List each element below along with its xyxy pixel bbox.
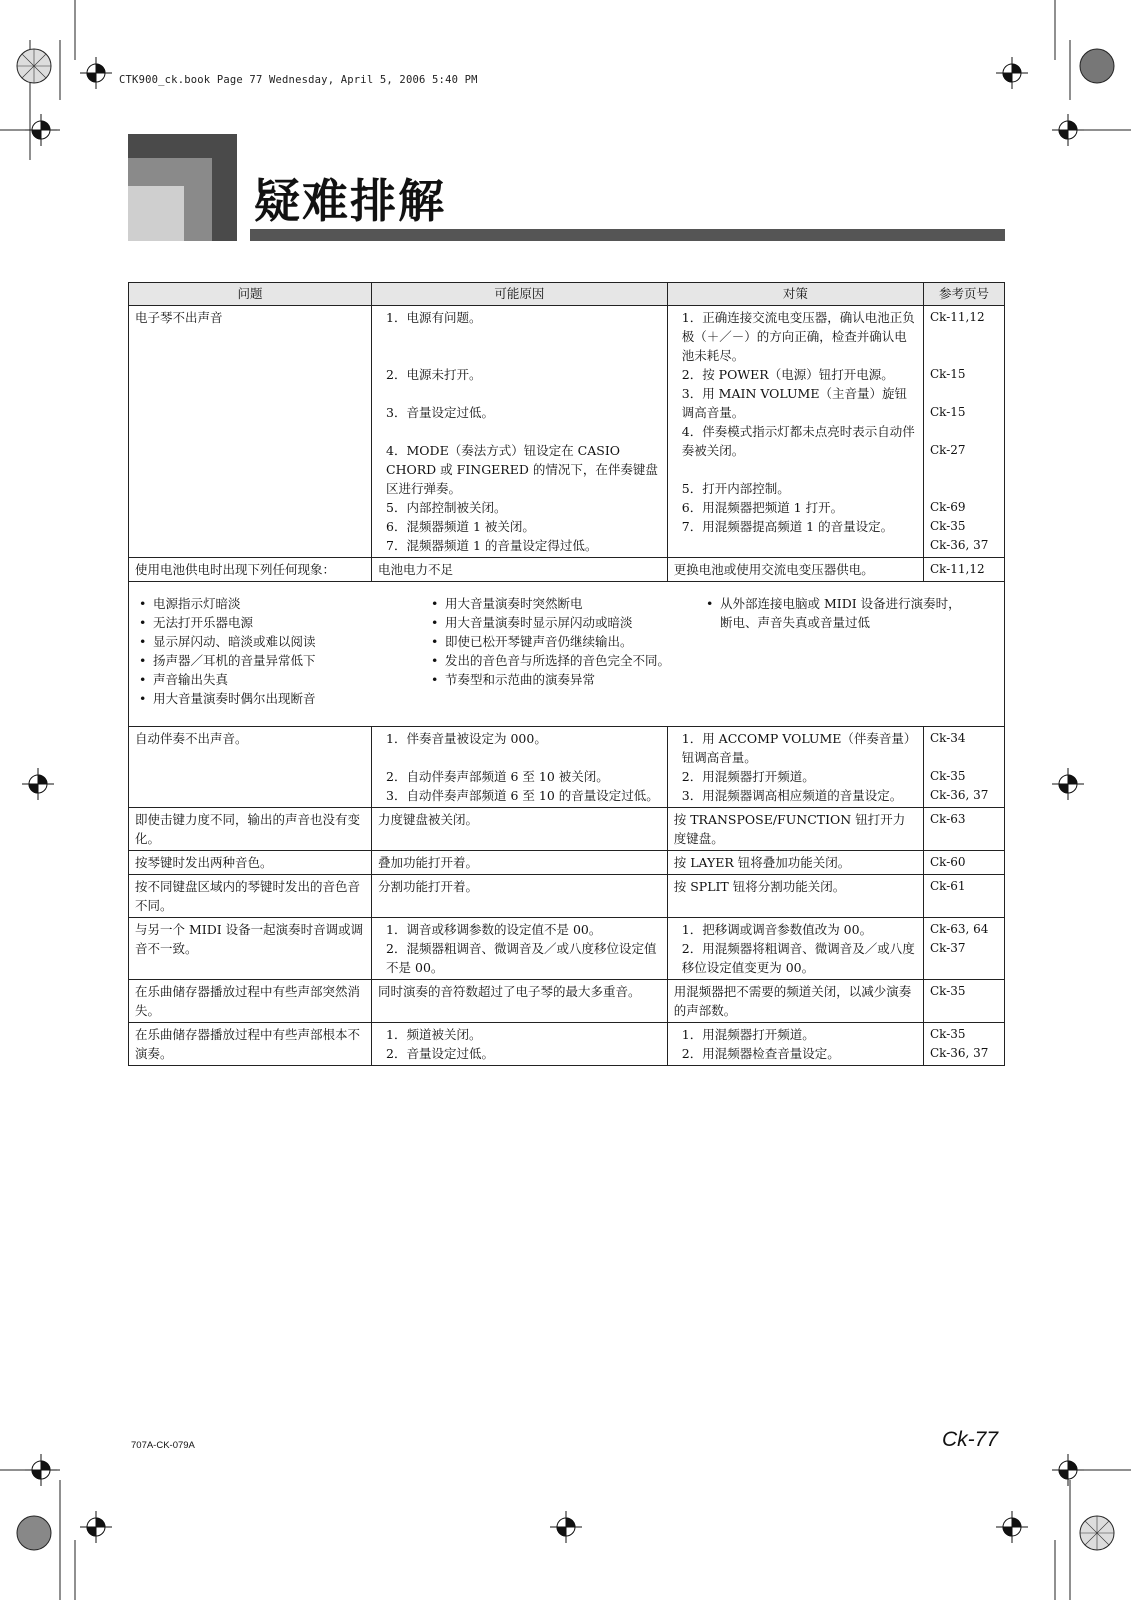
list-item: • 从外部连接电脑或 MIDI 设备进行演奏时，断电、声音失真或音量过低 [700,594,970,632]
list-item: • 扬声器／耳机的音量异常低下 [133,651,425,670]
action-cell: 1．用 ACCOMP VOLUME（伴奏音量）钮调高音量。 2．用混频器打开频道。 3．用混频器调高相应频道的音量设定。 [667,727,923,808]
action-cell: 按 TRANSPOSE/FUNCTION 钮打开力度键盘。 [667,808,923,851]
cause-cell: 1．频道被关闭。 2．音量设定过低。 [372,1023,668,1066]
ref-cell: Ck-35 Ck-36, 37 [923,1023,1004,1066]
list-item: • 显示屏闪动、暗淡或难以阅读 [133,632,425,651]
ref-cell: Ck-11,12 [923,558,1004,582]
problem-cell: 电子琴不出声音 [129,306,372,558]
table-row [129,306,1005,558]
cause-cell: 分割功能打开着。 [372,875,668,918]
action-cell: 按 SPLIT 钮将分割功能关闭。 [667,875,923,918]
troubleshooting-table [128,282,1005,1066]
cause-cell: 电池电力不足 [372,558,668,582]
book-header: CTK900_ck.book Page 77 Wednesday, April 5, 2006 5:40 PM [119,74,478,86]
list-item: • 电源指示灯暗淡 [133,594,425,613]
table-row [129,918,1005,980]
action-cell: 1．正确连接交流电变压器，确认电池正负极（＋／－）的方向正确，检查并确认电池未耗尽。 2．按 POWER（电源）钮打开电源。 3．用 MAIN VOLUME（主音量）旋钮调高音量。 4．伴奏模式指示灯都未点亮时表示自动伴奏被关闭。 5．打开内部控制。 6．用混频器把频道 1 打开。 7．用混频器提高频道 1 的音量设定。 [667,306,923,558]
ref-cell: Ck-34 Ck-35 Ck-36, 37 [923,727,1004,808]
column-header-cause: 可能原因 [372,283,668,306]
title-rule [250,229,1005,241]
column-header-problem: 问题 [129,283,372,306]
symptom-list-3 [700,594,970,708]
list-item: • 用大音量演奏时显示屏闪动或暗淡 [425,613,700,632]
ref-cell: Ck-11,12 Ck-15 Ck-15 Ck-27 Ck-69 Ck-35 Ck-36, 37 [923,306,1004,558]
symptom-list-2 [425,594,700,708]
symptoms-row [129,582,1005,727]
list-item: • 节奏型和示范曲的演奏异常 [425,670,700,689]
cause-cell: 1．伴奏音量被设定为 000。 2．自动伴奏声部频道 6 至 10 被关闭。 3．自动伴奏声部频道 6 至 10 的音量设定过低。 [372,727,668,808]
problem-cell: 在乐曲储存器播放过程中有些声部根本不演奏。 [129,1023,372,1066]
symptoms-cell [129,582,1005,727]
table-row [129,727,1005,808]
list-item: • 声音输出失真 [133,670,425,689]
list-item: • 用大音量演奏时偶尔出现断音 [133,689,425,708]
column-header-ref: 参考页号 [923,283,1004,306]
problem-cell: 按不同键盘区域内的琴键时发出的音色音不同。 [129,875,372,918]
footer-code: 707A-CK-079A [131,1440,195,1451]
problem-cell: 使用电池供电时出现下列任何现象： [129,558,372,582]
table-row [129,875,1005,918]
list-item: • 即使已松开琴键声音仍继续输出。 [425,632,700,651]
ref-cell: Ck-63 [923,808,1004,851]
action-cell: 用混频器把不需要的频道关闭，以减少演奏的声部数。 [667,980,923,1023]
cause-cell: 力度键盘被关闭。 [372,808,668,851]
problem-cell: 在乐曲储存器播放过程中有些声部突然消失。 [129,980,372,1023]
ref-cell: Ck-60 [923,851,1004,875]
table-row [129,851,1005,875]
table-row [129,1023,1005,1066]
ref-cell: Ck-35 [923,980,1004,1023]
page-number: Ck-77 [942,1428,999,1451]
action-cell: 1．用混频器打开频道。 2．用混频器检查音量设定。 [667,1023,923,1066]
action-cell: 1．把移调或调音参数值改为 00。 2．用混频器将粗调音、微调音及／或八度移位设定值变更为 00。 [667,918,923,980]
problem-cell: 即使击键力度不同，输出的声音也没有变化。 [129,808,372,851]
cause-cell: 1．调音或移调参数的设定值不是 00。 2．混频器粗调音、微调音及／或八度移位设定值不是 00。 [372,918,668,980]
action-cell: 按 LAYER 钮将叠加功能关闭。 [667,851,923,875]
table-row [129,980,1005,1023]
table-row [129,558,1005,582]
problem-cell: 自动伴奏不出声音。 [129,727,372,808]
list-item: • 用大音量演奏时突然断电 [425,594,700,613]
symptom-list-1 [133,594,425,708]
page-title: 疑难排解 [254,174,446,228]
cause-cell: 同时演奏的音符数超过了电子琴的最大多重音。 [372,980,668,1023]
action-cell: 更换电池或使用交流电变压器供电。 [667,558,923,582]
cause-cell: 叠加功能打开着。 [372,851,668,875]
table-row [129,808,1005,851]
cause-cell: 1．电源有问题。 2．电源未打开。 3．音量设定过低。 4．MODE（奏法方式）钮设定在 CASIO CHORD 或 FINGERED 的情况下，在伴奏键盘区进行弹奏。 5．内部控制被关闭。 6．混频器频道 1 被关闭。 7．混频器频道 1 的音量设定得过低。 [372,306,668,558]
problem-cell: 与另一个 MIDI 设备一起演奏时音调或调音不一致。 [129,918,372,980]
list-item: • 无法打开乐器电源 [133,613,425,632]
list-item: • 发出的音色音与所选择的音色完全不同。 [425,651,700,670]
table-header-row [129,283,1005,306]
column-header-action: 对策 [667,283,923,306]
ref-cell: Ck-61 [923,875,1004,918]
ref-cell: Ck-63, 64 Ck-37 [923,918,1004,980]
problem-cell: 按琴键时发出两种音色。 [129,851,372,875]
